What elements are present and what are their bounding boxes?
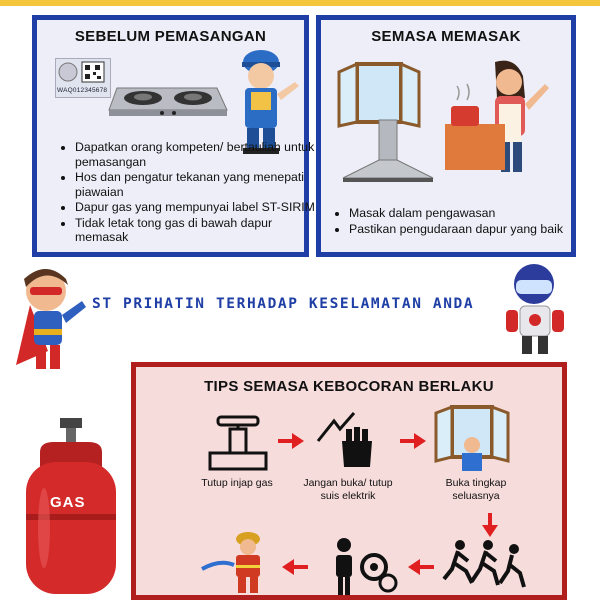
woman-cooking-illustration [435, 58, 565, 178]
panel-cooking-title: SEMASA MEMASAK [371, 28, 521, 45]
gas-stove-icon [109, 58, 229, 128]
arrow-left-icon [280, 557, 310, 577]
sirim-hologram-icon [56, 59, 112, 87]
cooking-checklist [333, 206, 589, 237]
robot-mascot-right [500, 262, 575, 357]
step-caption-switch: Jangan buka/ tutup suis elektrik [303, 477, 393, 502]
panel-before-installation [32, 15, 315, 257]
sirim-label [55, 58, 111, 98]
cooker-hood-icon [341, 120, 436, 185]
sirim-label-code: WAQ012345678 [57, 87, 108, 94]
checklist-item: • Tidak letak tong gas di bawah dapur memasak [75, 216, 315, 245]
arrow-down-icon [480, 511, 500, 541]
gas-valve-icon [204, 413, 274, 473]
checklist-item: • Hos dan pengatur tekanan yang menepati piawaian [75, 170, 315, 199]
open-window-icon [432, 403, 512, 473]
firefighter-illustration [200, 529, 280, 595]
before-checklist [59, 140, 315, 246]
checklist-item: • Masak dalam pengawasan [349, 206, 589, 221]
panel-leak-tips [131, 362, 567, 600]
superhero-mascot-left [12, 265, 92, 380]
tagline: ST PRIHATIN TERHADAP KESELAMATAN ANDA [92, 296, 475, 312]
checklist-item: • Pastikan pengudaraan dapur yang baik [349, 222, 589, 237]
no-switch-icon [314, 411, 384, 471]
arrow-left-icon [406, 557, 436, 577]
arrow-right-icon [398, 431, 428, 451]
checklist-item: • Dapur gas yang mempunyai label ST-SIRIM [75, 200, 315, 215]
checklist-item: • Dapatkan orang kompeten/ bertauliah untuk pemasangan [75, 140, 315, 169]
person-phone-icon [328, 537, 398, 597]
arrow-right-icon [276, 431, 306, 451]
top-color-strip [0, 0, 600, 6]
cylinder-label: GAS [50, 494, 86, 511]
panel-before-title: SEBELUM PEMASANGAN [74, 28, 267, 45]
step-caption-valve: Tutup injap gas [201, 477, 273, 489]
tips-title: TIPS SEMASA KEBOCORAN BERLAKU [204, 378, 494, 395]
evacuate-people-icon [440, 539, 530, 599]
step-caption-window: Buka tingkap seluasnya [445, 477, 507, 502]
panel-while-cooking [316, 15, 576, 257]
